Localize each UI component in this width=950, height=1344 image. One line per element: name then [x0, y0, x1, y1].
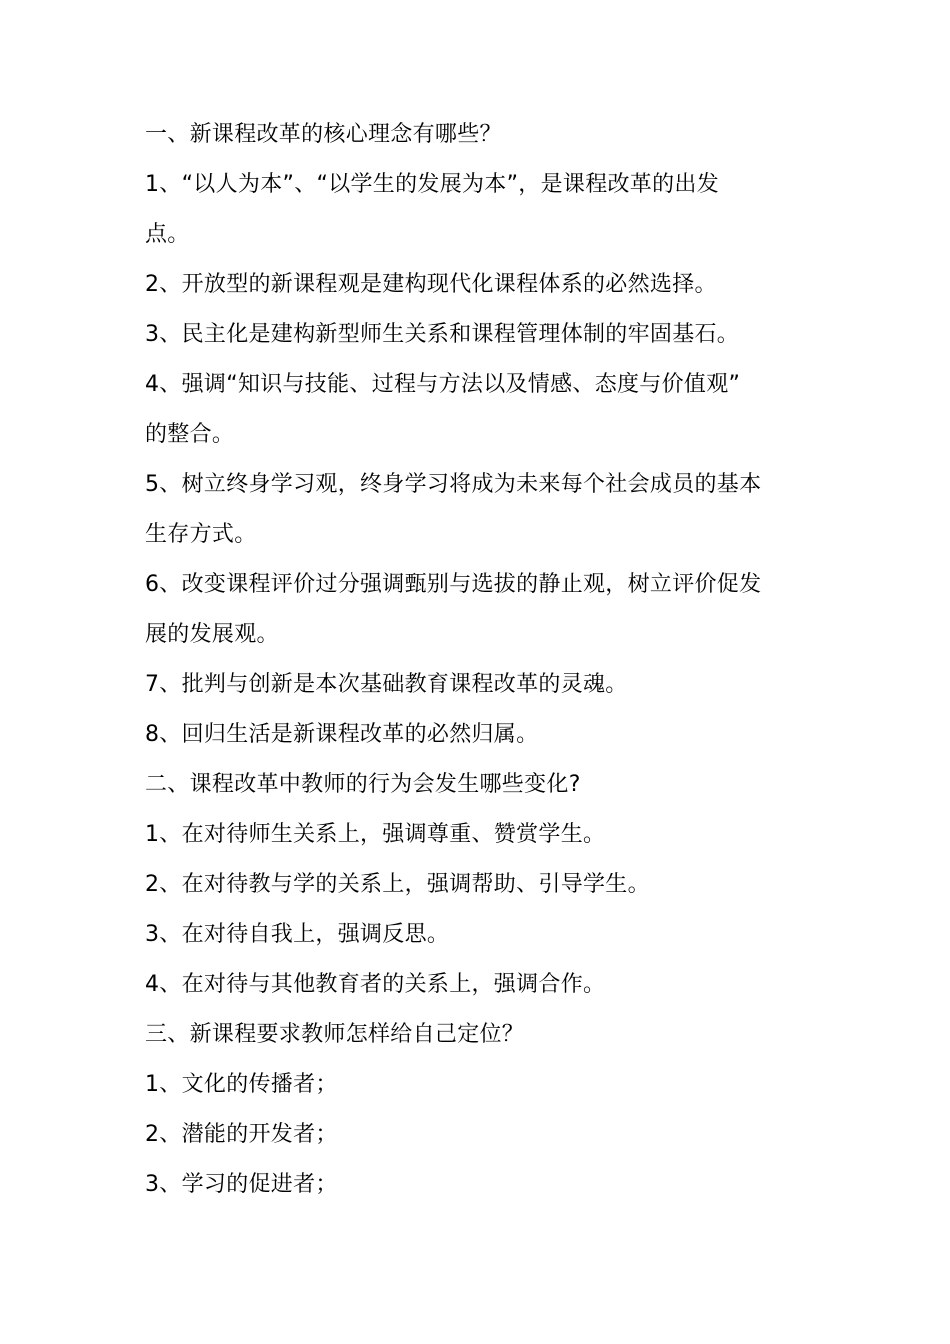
- text-line: 6、改变课程评价过分强调甄别与选拔的静止观，树立评价促发: [145, 572, 762, 597]
- text-line: 的整合。: [145, 422, 235, 447]
- text-line: 点。: [145, 222, 190, 247]
- text-line: 3、学习的促进者；: [145, 1172, 338, 1197]
- text-line: 1、文化的传播者；: [145, 1072, 338, 1097]
- text-line: 3、民主化是建构新型师生关系和课程管理体制的牢固基石。: [145, 322, 740, 347]
- text-line: 5、树立终身学习观，终身学习将成为未来每个社会成员的基本: [145, 472, 762, 497]
- section-heading-3: 三、新课程要求教师怎样给自己定位？: [145, 1022, 525, 1047]
- text-line: 1、在对待师生关系上，强调尊重、赞赏学生。: [145, 822, 606, 847]
- text-line: 2、在对待教与学的关系上，强调帮助、引导学生。: [145, 872, 650, 897]
- section-heading-1: 一、新课程改革的核心理念有哪些？: [145, 122, 502, 147]
- text-line: 3、在对待自我上，强调反思。: [145, 922, 450, 947]
- text-line: 生存方式。: [145, 522, 257, 547]
- text-line: 7、批判与创新是本次基础教育课程改革的灵魂。: [145, 672, 628, 697]
- text-line: 展的发展观。: [145, 622, 279, 647]
- text-line: 2、开放型的新课程观是建构现代化课程体系的必然选择。: [145, 272, 717, 297]
- document-body: [145, 110, 813, 1210]
- text-line: 4、强调“知识与技能、过程与方法以及情感、态度与价值观”: [145, 372, 741, 397]
- text-line: 4、在对待与其他教育者的关系上，强调合作。: [145, 972, 606, 997]
- text-line: 2、潜能的开发者；: [145, 1122, 338, 1147]
- section-heading-2: 二、课程改革中教师的行为会发生哪些变化?: [145, 772, 581, 797]
- text-line: 8、回归生活是新课程改革的必然归属。: [145, 722, 539, 747]
- text-line: 1、“以人为本”、“以学生的发展为本”，是课程改革的出发: [145, 172, 719, 197]
